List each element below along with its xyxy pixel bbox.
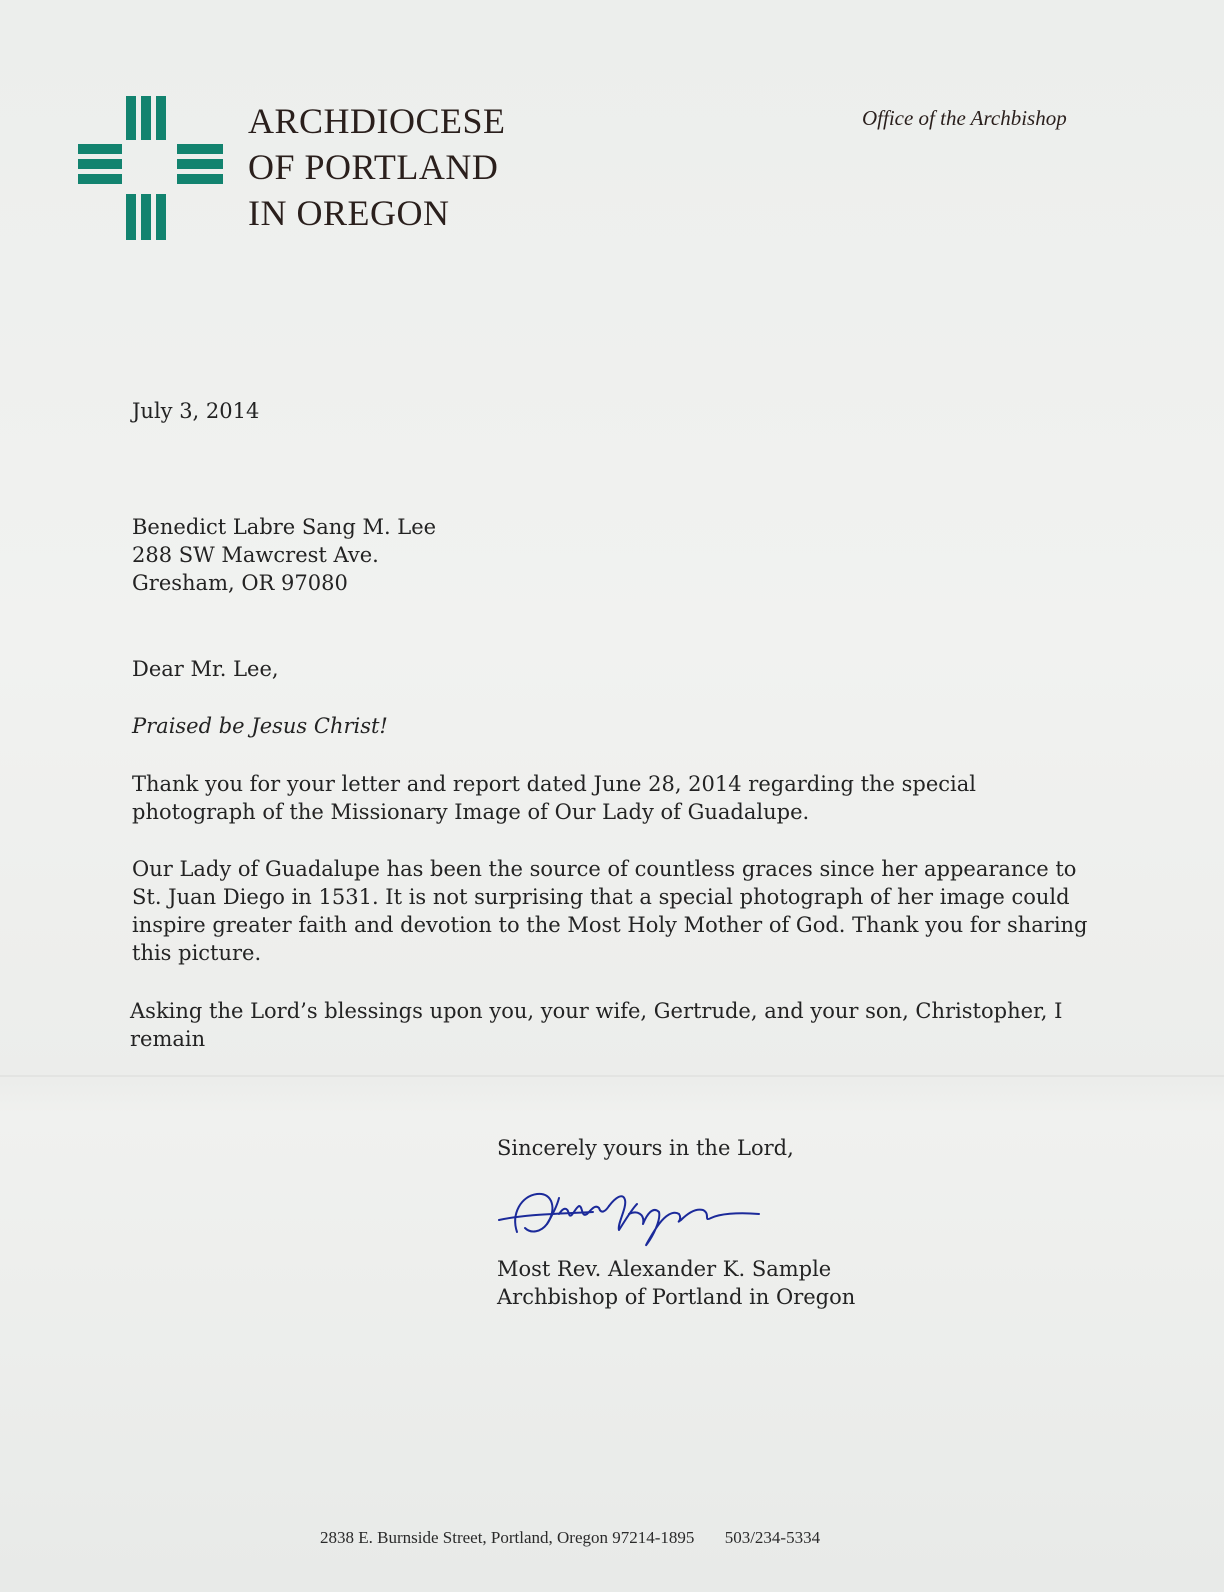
paragraph-2: Our Lady of Guadalupe has been the source of countless graces since her appearance to St. Juan Diego in 1531. It is not surprising that a special photograph of her image could inspire greater faith and devotion to the Most Holy Mother of God. Thank you for sharing this picture.: [132, 857, 1088, 965]
signature-image: [497, 1184, 797, 1254]
paragraph-3: Asking the Lord’s blessings upon you, your wife, Gertrude, and your son, Christopher, I remain: [130, 999, 1063, 1051]
paragraph-1: Thank you for your letter and report dated June 28, 2014 regarding the special photograph of the Missionary Image of Our Lady of Guadalupe.: [132, 772, 976, 824]
organization-name: [248, 98, 506, 236]
recipient-city: Gresham, OR 97080: [132, 571, 348, 595]
office-title: Office of the Archbishop: [862, 106, 1067, 130]
signer-title: Archbishop of Portland in Oregon: [497, 1285, 856, 1309]
recipient-street: 288 SW Mawcrest Ave.: [132, 543, 379, 567]
letterhead-footer: [320, 1528, 820, 1548]
signature-block: [497, 1255, 855, 1311]
org-line-1: ARCHDIOCESE: [248, 101, 506, 141]
salutation: Dear Mr. Lee,: [132, 657, 279, 681]
org-line-2: OF PORTLAND: [248, 147, 499, 187]
archdiocese-cross-logo: [78, 96, 224, 242]
footer-phone: 503/234-5334: [724, 1528, 821, 1547]
paper-fold-line: [0, 1075, 1224, 1077]
recipient-name: Benedict Labre Sang M. Lee: [132, 515, 437, 539]
signer-name: Most Rev. Alexander K. Sample: [497, 1257, 832, 1281]
recipient-address: [132, 513, 436, 597]
closing: Sincerely yours in the Lord,: [497, 1136, 794, 1160]
greeting: Praised be Jesus Christ!: [132, 714, 388, 738]
footer-address: 2838 E. Burnside Street, Portland, Oregon 97214-1895: [320, 1528, 695, 1547]
letter-date: July 3, 2014: [132, 399, 260, 423]
org-line-3: IN OREGON: [248, 193, 450, 233]
